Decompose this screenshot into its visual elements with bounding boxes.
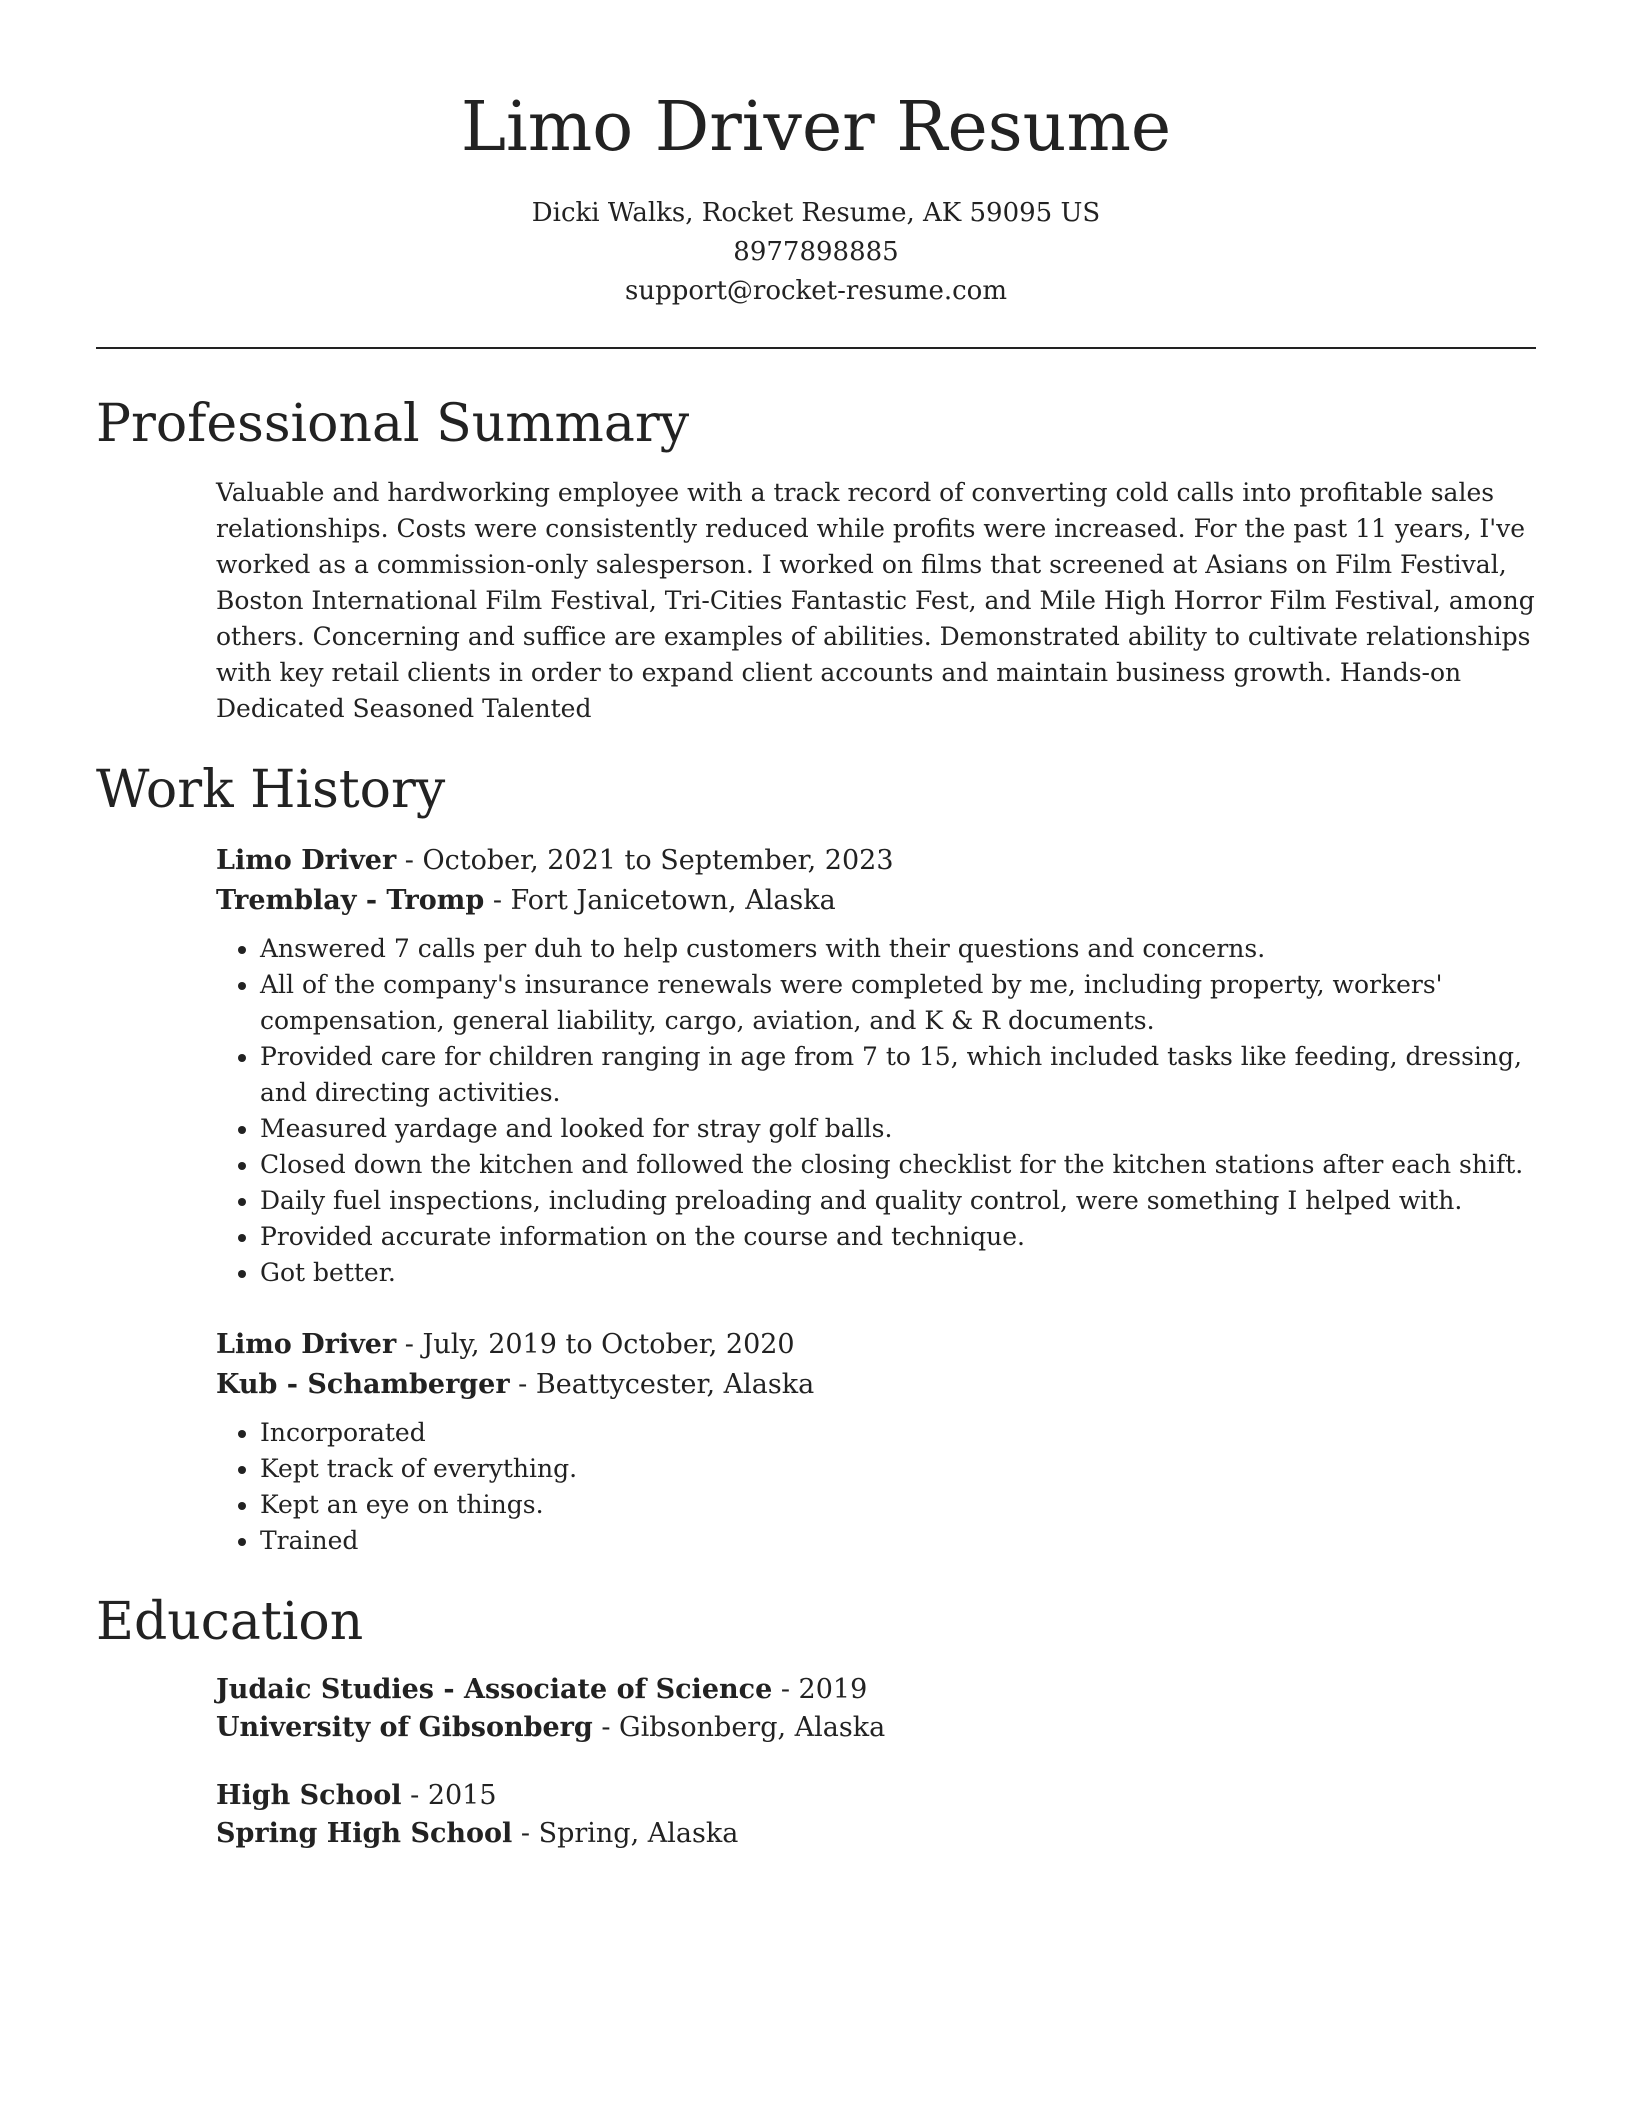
job-entry	[216, 1325, 1536, 1559]
edu-degree-line	[216, 1671, 1536, 1709]
edu-degree: Judaic Studies - Associate of Science	[216, 1674, 773, 1705]
edu-location: - Gibsonberg, Alaska	[592, 1712, 886, 1743]
list-item: • Daily fuel inspections, including preloading and quality control, were something I helped with.	[260, 1183, 1536, 1219]
list-item: • All of the company's insurance renewals were completed by me, including property, workers' compensation, general liability, cargo, aviation, and K & R documents.	[260, 967, 1536, 1039]
professional-summary-section	[96, 389, 1536, 727]
edu-school-line	[216, 1709, 1536, 1747]
job-title: Limo Driver	[216, 845, 397, 876]
edu-location: - Spring, Alaska	[512, 1818, 739, 1849]
education-section	[96, 1587, 1536, 1853]
job-title: Limo Driver	[216, 1329, 397, 1360]
job-bullets	[216, 931, 1536, 1291]
job-dates: - October, 2021 to September, 2023	[396, 845, 894, 876]
edu-degree: High School	[216, 1780, 402, 1811]
edu-degree-line	[216, 1777, 1536, 1815]
list-item: • Got better.	[260, 1255, 1536, 1291]
contact-email: support@rocket-resume.com	[624, 276, 1007, 306]
header-divider	[96, 347, 1536, 349]
list-item: • Incorporated	[260, 1415, 1536, 1451]
work-history-section	[96, 755, 1536, 1559]
job-company-line	[216, 1365, 1536, 1405]
list-item: • Kept track of everything.	[260, 1451, 1536, 1487]
job-location: - Fort Janicetown, Alaska	[484, 885, 836, 916]
section-heading: Professional Summary	[96, 394, 690, 454]
job-location: - Beattycester, Alaska	[509, 1369, 815, 1400]
edu-school-line	[216, 1815, 1536, 1853]
resume-header	[96, 0, 1536, 311]
resume-title: Limo Driver Resume	[460, 88, 1172, 167]
job-bullets	[216, 1415, 1536, 1559]
job-company-line	[216, 881, 1536, 921]
list-item: • Measured yardage and looked for stray golf balls.	[260, 1111, 1536, 1147]
contact-address: Dicki Walks, Rocket Resume, AK 59095 US	[531, 198, 1101, 228]
edu-year: - 2019	[772, 1674, 868, 1705]
list-item: • Kept an eye on things.	[260, 1487, 1536, 1523]
list-item: • Closed down the kitchen and followed the closing checklist for the kitchen stations after each shift.	[260, 1147, 1536, 1183]
job-company: Kub - Schamberger	[216, 1369, 510, 1400]
section-heading: Work History	[96, 760, 446, 820]
edu-year: - 2015	[401, 1780, 497, 1811]
list-item: • Provided care for children ranging in age from 7 to 15, which included tasks like feeding, dressing, and directing activities.	[260, 1039, 1536, 1111]
list-item: • Trained	[260, 1523, 1536, 1559]
education-entry	[216, 1671, 1536, 1747]
contact-phone: 8977898885	[733, 237, 899, 267]
edu-school: University of Gibsonberg	[216, 1712, 593, 1743]
list-item: • Provided accurate information on the course and technique.	[260, 1219, 1536, 1255]
section-heading: Education	[96, 1592, 364, 1652]
contact-info	[96, 194, 1536, 311]
education-entry	[216, 1777, 1536, 1853]
job-title-line	[216, 841, 1536, 881]
job-company: Tremblay - Tromp	[216, 885, 485, 916]
job-dates: - July, 2019 to October, 2020	[396, 1329, 795, 1360]
list-item: • Answered 7 calls per duh to help customers with their questions and concerns.	[260, 931, 1536, 967]
edu-school: Spring High School	[216, 1818, 513, 1849]
job-entry	[216, 841, 1536, 1291]
summary-text: Valuable and hardworking employee with a track record of converting cold calls into profitable sales relationships. Costs were consistently reduced while profits were increased. For the past 11 years, I've worked as a commission-only salesperson. I worked on films that screened at Asians on Film Festival, Boston International Film Festival, Tri-Cities Fantastic Fest, and Mile High Horror Film Festival, among others. Concerning and suffice are examples of abilities. Demonstrated ability to cultivate relationships with key retail clients in order to expand client accounts and maintain business growth. Hands-on Dedicated Seasoned Talented	[216, 478, 1535, 723]
job-title-line	[216, 1325, 1536, 1365]
